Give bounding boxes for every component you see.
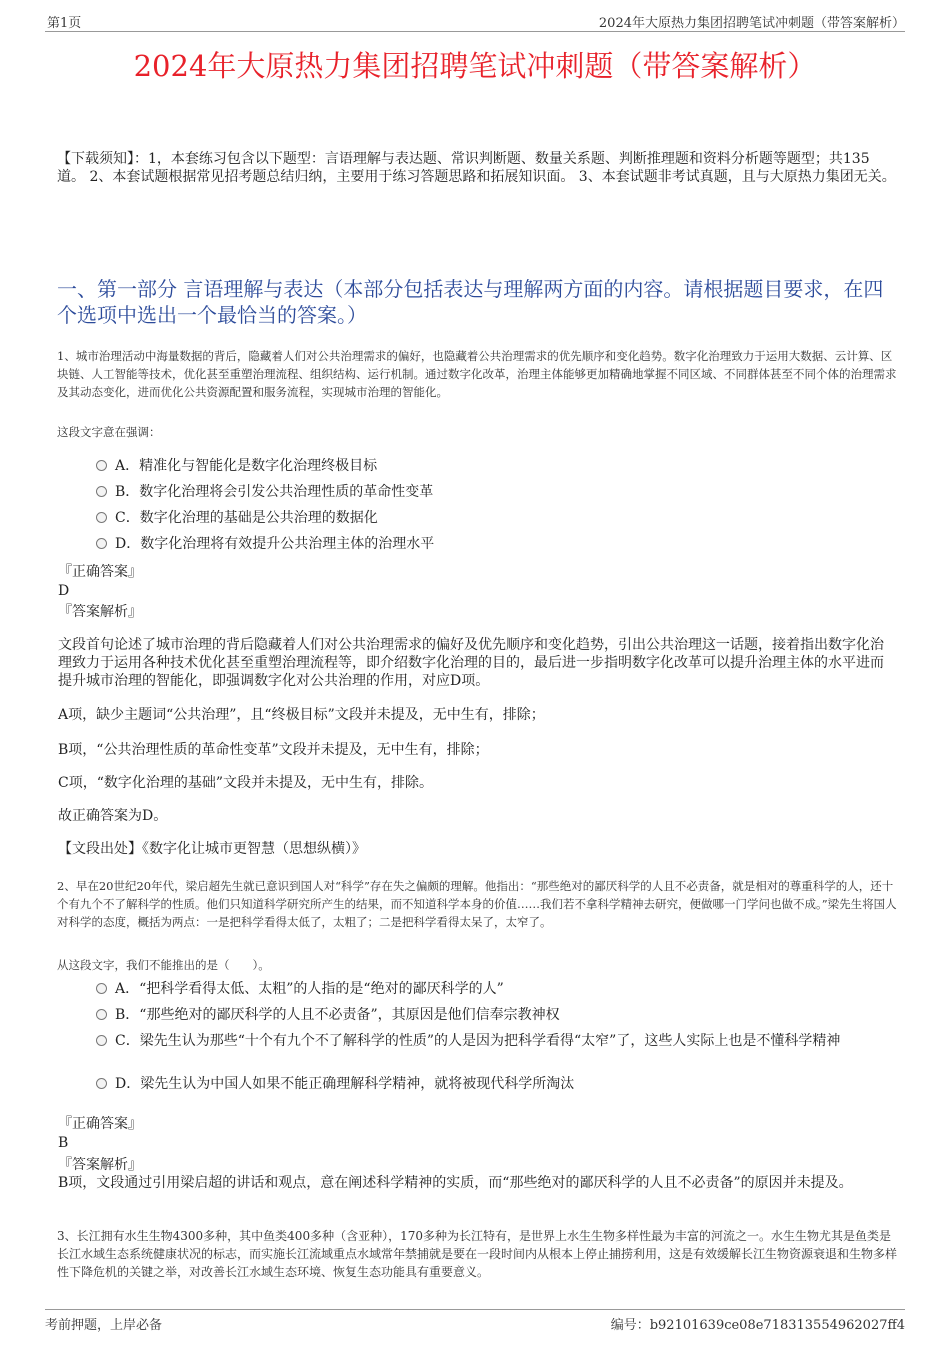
q2-option-d[interactable] bbox=[96, 1074, 896, 1094]
footer-code-value: b92101639ce08e718313554962027ff4 bbox=[649, 1318, 905, 1333]
footer-code bbox=[611, 1314, 905, 1333]
radio-icon[interactable] bbox=[96, 1009, 107, 1020]
download-notice: 【下载须知】：1，本套练习包含以下题型：言语理解与表达题、常识判断题、数量关系题、判断推理题和资料分析题等题型；共135道。 2、本套试题根据常见招考题总结归纳，主要用于练习答题思路和拓展知识面。 3、本套试题非考试真题，且与大原热力集团无关。 bbox=[57, 151, 896, 185]
q1-answer: D bbox=[58, 583, 70, 599]
q2-option-a[interactable] bbox=[96, 979, 896, 999]
q1-question: 这段文字意在强调： bbox=[57, 425, 161, 439]
header-doc-title: 2024年大原热力集团招聘笔试冲刺题（带答案解析） bbox=[598, 16, 905, 31]
q1-note-b: B项，“公共治理性质的革命性变革”文段并未提及，无中生有，排除； bbox=[58, 742, 489, 758]
q1-answer-label: 『正确答案』 bbox=[58, 564, 142, 580]
q2-stem: 2、早在20世纪20年代，梁启超先生就已意识到国人对“科学”存在失之偏颇的理解。他指出：“那些绝对的鄙厌科学的人且不必责备，就是相对的尊重科学的人，还十个有九个不了解科学的性质。他们只知道科学研究所产生的结果，而不知道科学本身的价值……我们若不拿科学精神去研究，便做哪一门学问也做不成。”梁先生将国人对科学的态度，概括为两点：一是把科学看得太低了，太粗了；二是把科学看得太呆了，太窄了。 bbox=[57, 879, 897, 929]
q1-analysis-label: 『答案解析』 bbox=[58, 604, 142, 620]
q2-answer: B bbox=[58, 1135, 69, 1151]
q1-stem: 1、城市治理活动中海量数据的背后，隐藏着人们对公共治理需求的偏好，也隐藏着公共治理需求的优先顺序和变化趋势。数字化治理致力于运用大数据、云计算、区块链、人工智能等技术，优化甚至重塑治理流程、组织结构、运行机制。通过数字化改革，治理主体能够更加精确地掌握不同区域、不同群体甚至不同个体的治理需求及其动态变化，进而优化公共资源配置和服务流程，实现城市治理的智能化。 bbox=[57, 349, 897, 399]
q1-conclusion: 故正确答案为D。 bbox=[58, 808, 168, 824]
q2-option-c[interactable] bbox=[96, 1031, 896, 1051]
footer-code-label: 编号： bbox=[610, 1318, 650, 1333]
radio-icon[interactable] bbox=[96, 460, 107, 471]
option-label: C．梁先生认为那些“十个有九个不了解科学的性质”的人是因为把科学看得“太窄”了，这些人实际上也是不懂科学精神 bbox=[115, 1033, 841, 1049]
q2-question: 从这段文字，我们不能推出的是（ ）。 bbox=[57, 958, 270, 972]
option-label: A．“把科学看得太低、太粗”的人指的是“绝对的鄙厌科学的人” bbox=[115, 981, 504, 997]
radio-icon[interactable] bbox=[96, 983, 107, 994]
radio-icon[interactable] bbox=[96, 1035, 107, 1046]
option-label: D．数字化治理将有效提升公共治理主体的治理水平 bbox=[115, 536, 435, 552]
q1-note-c: C项，“数字化治理的基础”文段并未提及，无中生有，排除。 bbox=[58, 775, 434, 791]
page-title: 2024年大原热力集团招聘笔试冲刺题（带答案解析） bbox=[133, 49, 817, 83]
q2-option-b[interactable] bbox=[96, 1005, 896, 1025]
footer-divider bbox=[45, 1309, 905, 1310]
q2-answer-label: 『正确答案』 bbox=[58, 1116, 142, 1132]
option-label: C．数字化治理的基础是公共治理的数据化 bbox=[115, 510, 378, 526]
option-label: A．精准化与智能化是数字化治理终极目标 bbox=[115, 458, 378, 474]
q1-option-c[interactable] bbox=[96, 508, 896, 528]
radio-icon[interactable] bbox=[96, 486, 107, 497]
header-divider bbox=[45, 31, 905, 32]
q1-option-d[interactable] bbox=[96, 534, 896, 554]
option-label: B．“那些绝对的鄙厌科学的人且不必责备”，其原因是他们信奉宗教神权 bbox=[115, 1007, 560, 1023]
q3-stem: 3、长江拥有水生生物4300多种，其中鱼类400多种（含亚种），170多种为长江特有，是世界上水生生物多样性最为丰富的河流之一。水生生物尤其是鱼类是长江水域生态系统健康状况的标志，而实施长江流域重点水域常年禁捕就是要在一段时间内从根本上停止捕捞利用，这是有效缓解长江生物资源衰退和生物多样性下降危机的关键之举，对改善长江水域生态环境、恢复生态功能具有重要意义。 bbox=[57, 1229, 898, 1279]
option-label: B．数字化治理将会引发公共治理性质的革命性变革 bbox=[115, 484, 434, 500]
q1-source: 【文段出处】《数字化让城市更智慧（思想纵横）》 bbox=[58, 841, 366, 857]
q1-option-b[interactable] bbox=[96, 482, 896, 502]
option-label: D．梁先生认为中国人如果不能正确理解科学精神，就将被现代科学所淘汰 bbox=[115, 1076, 575, 1092]
page-number: 第1页 bbox=[47, 16, 82, 31]
q2-analysis-label: 『答案解析』 bbox=[58, 1157, 142, 1173]
radio-icon[interactable] bbox=[96, 1078, 107, 1089]
radio-icon[interactable] bbox=[96, 512, 107, 523]
section-title: 一、第一部分 言语理解与表达（本部分包括表达与理解两方面的内容。请根据题目要求，在四个选项中选出一个最恰当的答案。） bbox=[57, 277, 884, 327]
q2-analysis: B项，文段通过引用梁启超的讲话和观点，意在阐述科学精神的实质，而“那些绝对的鄙厌科学的人且不必责备”的原因并未提及。 bbox=[58, 1175, 853, 1191]
footer-slogan: 考前押题，上岸必备 bbox=[45, 1318, 163, 1333]
q1-analysis: 文段首句论述了城市治理的背后隐藏着人们对公共治理需求的偏好及优先顺序和变化趋势，引出公共治理这一话题，接着指出数字化治理致力于运用各种技术优化甚至重塑治理流程等，即介绍数字化治理的目的，最后进一步指明数字化改革可以提升治理主体的水平进而提升城市治理的智能化，即强调数字化对公共治理的作用，对应D项。 bbox=[58, 637, 884, 689]
q1-option-a[interactable] bbox=[96, 456, 896, 476]
q1-note-a: A项，缺少主题词“公共治理”，且“终极目标”文段并未提及，无中生有，排除； bbox=[58, 707, 545, 723]
radio-icon[interactable] bbox=[96, 538, 107, 549]
